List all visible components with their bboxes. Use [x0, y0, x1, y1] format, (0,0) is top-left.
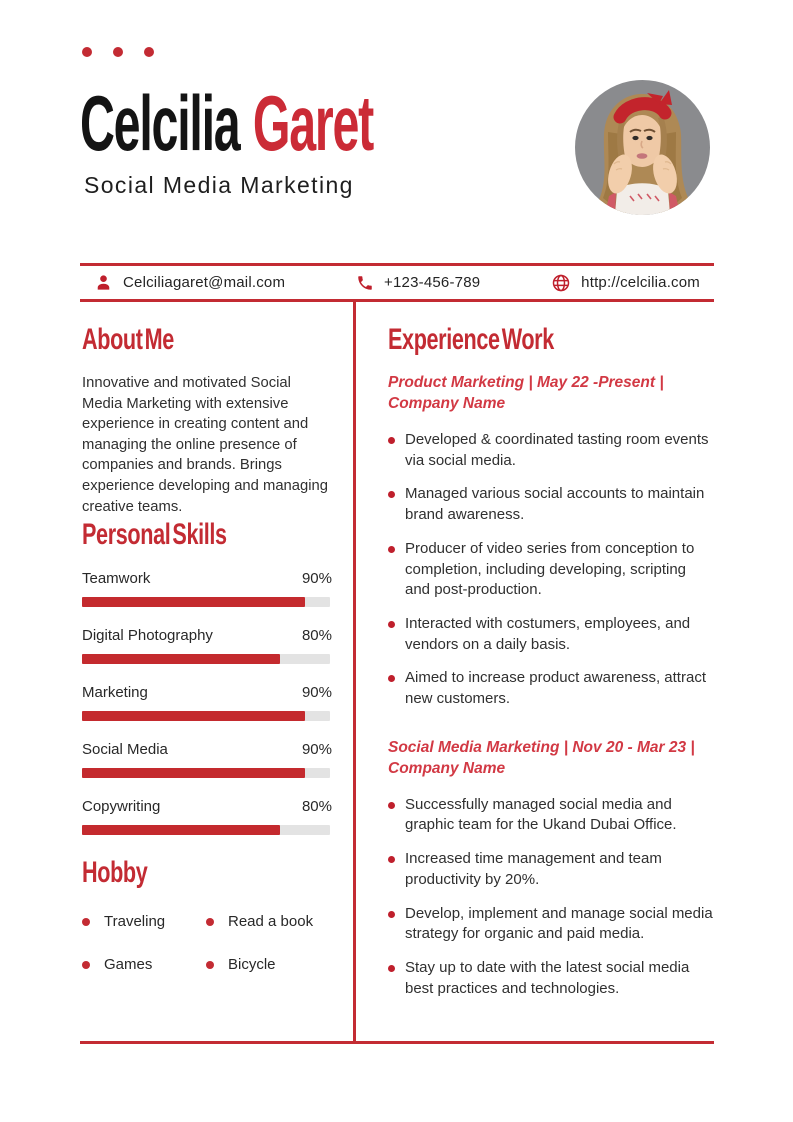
- skill-bar-fill: [82, 597, 305, 607]
- job-bullets: [388, 795, 714, 1000]
- hobby-label: Read a book: [228, 913, 314, 931]
- skill-percent: 90%: [301, 684, 332, 702]
- hobby-item: [82, 913, 206, 930]
- bottom-rule: [80, 1041, 714, 1044]
- person-name: [80, 79, 553, 167]
- first-name: Celcilia: [80, 79, 240, 167]
- hobby-item: [82, 956, 206, 973]
- skill-label: Marketing: [82, 684, 148, 702]
- person-icon: [94, 273, 113, 292]
- bullet-item: Stay up to date with the latest social media best practices and technologies.: [388, 958, 714, 999]
- bullet-icon: [82, 918, 90, 926]
- website-text: http://celcilia.com: [581, 274, 700, 291]
- skill-label: Teamwork: [82, 570, 151, 588]
- last-name: Garet: [252, 79, 374, 167]
- hobby-label: Games: [104, 956, 153, 974]
- hobby-item: [206, 956, 332, 973]
- profile-photo: [575, 80, 710, 215]
- dot-icon: [82, 47, 92, 57]
- about-heading: About Me: [82, 323, 174, 356]
- skills-list: [82, 570, 332, 835]
- skill-label: Copywriting: [82, 798, 161, 816]
- job-title-line1: Social Media Marketing | Nov 20 - Mar 23 |: [388, 738, 695, 756]
- right-column: [388, 322, 714, 1012]
- job-subtitle: Social Media Marketing: [84, 172, 354, 198]
- hobby-list: [82, 913, 332, 973]
- phone-icon: [356, 274, 374, 292]
- contact-phone[interactable]: [356, 274, 480, 292]
- skill-row: [82, 570, 332, 607]
- skill-bar-fill: [82, 768, 305, 778]
- skill-percent: 80%: [301, 627, 332, 645]
- phone-text: +123-456-789: [384, 274, 481, 291]
- dot-icon: [144, 47, 154, 57]
- skill-row: [82, 627, 332, 664]
- bullet-item: Increased time management and team productivity by 20%.: [388, 849, 714, 890]
- skill-bar-track: [82, 825, 330, 835]
- about-text: Innovative and motivated Social Media Marketing with extensive experience in creating content and managing the online presence of companies and brands. Brings experience developing and managing creative teams.: [82, 375, 328, 515]
- job-title: [388, 737, 714, 779]
- skill-row: [82, 798, 332, 835]
- bullet-icon: [206, 961, 214, 969]
- bullet-item: Successfully managed social media and graphic team for the Ukand Dubai Office.: [388, 795, 714, 836]
- skill-bar-fill: [82, 825, 280, 835]
- email-text: Celciliagaret@mail.com: [123, 274, 286, 291]
- bullet-item: Developed & coordinated tasting room events via social media.: [388, 430, 714, 471]
- job-title: [388, 372, 714, 414]
- contact-bar: [80, 263, 714, 302]
- skills-heading: Personal Skills: [82, 518, 227, 552]
- skill-bar-track: [82, 654, 330, 664]
- contact-email[interactable]: [94, 273, 285, 292]
- hobby-label: Bicycle: [228, 956, 276, 974]
- skill-row: [82, 684, 332, 721]
- vertical-divider: [353, 302, 356, 1042]
- job-title-line2: Company Name: [388, 395, 506, 412]
- skill-bar-track: [82, 597, 330, 607]
- hobby-item: [206, 913, 332, 930]
- bullet-item: Interacted with costumers, employees, and vendors on a daily basis.: [388, 614, 714, 655]
- globe-icon: [551, 273, 571, 293]
- experience-heading: Experience Work: [388, 323, 554, 356]
- skill-bar-track: [82, 768, 330, 778]
- skill-percent: 90%: [301, 570, 332, 588]
- skill-bar-track: [82, 711, 330, 721]
- bullet-item: Managed various social accounts to maintain brand awareness.: [388, 484, 714, 525]
- contact-website[interactable]: [551, 273, 700, 293]
- skill-bar-fill: [82, 711, 305, 721]
- bullet-item: Producer of video series from conception to completion, including developing, scripting and post-production.: [388, 539, 714, 601]
- bullet-icon: [206, 918, 214, 926]
- skill-bar-fill: [82, 654, 280, 664]
- left-column: [82, 322, 332, 973]
- hobby-heading: Hobby: [82, 856, 148, 890]
- hobby-label: Traveling: [104, 913, 166, 931]
- skill-percent: 80%: [301, 798, 332, 816]
- job-bullets: [388, 430, 714, 710]
- skill-percent: 90%: [301, 741, 332, 759]
- avatar-illustration: [575, 80, 710, 215]
- job-title-line2: Company Name: [388, 759, 506, 777]
- bullet-icon: [82, 961, 90, 969]
- dot-icon: [113, 47, 123, 57]
- job-title-line1: Product Marketing | May 22 -Present |: [388, 374, 664, 391]
- skill-row: [82, 741, 332, 778]
- bullet-item: Develop, implement and manage social media strategy for organic and paid media.: [388, 904, 714, 945]
- decoration-dots: [82, 47, 154, 57]
- skill-label: Social Media: [82, 741, 168, 759]
- bullet-item: Aimed to increase product awareness, attract new customers.: [388, 668, 714, 709]
- skill-label: Digital Photography: [82, 627, 213, 645]
